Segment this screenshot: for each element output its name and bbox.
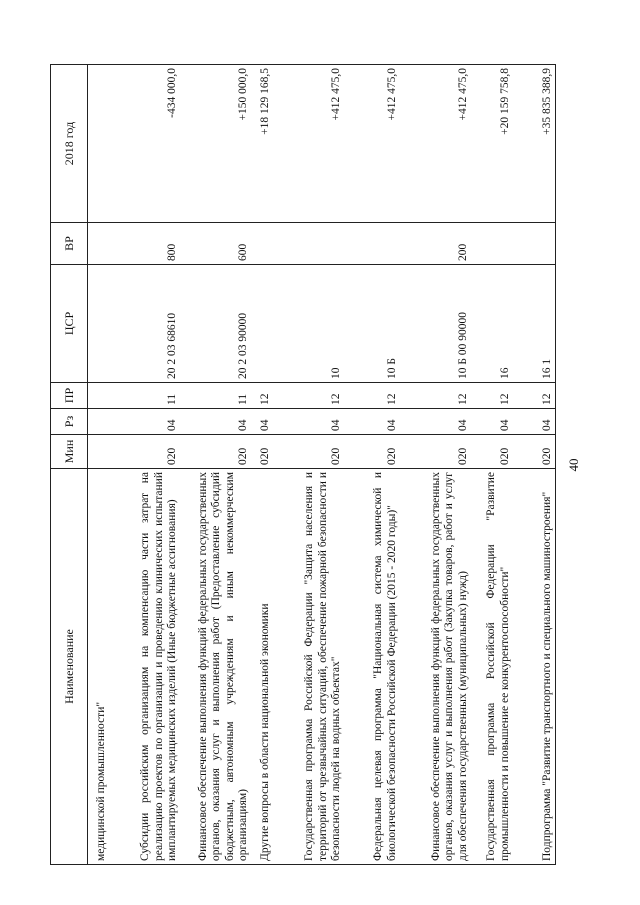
table-row	[274, 65, 345, 865]
table-row	[88, 65, 110, 865]
row-vr	[88, 223, 110, 265]
row-amount: +18 129 168,5	[252, 65, 274, 223]
row-csr: 16 1	[513, 265, 555, 383]
row-pr: 12	[400, 383, 471, 409]
row-amount	[88, 65, 110, 223]
row-min: 020	[513, 435, 555, 469]
row-csr: 10	[274, 265, 345, 383]
row-name: Субсидии российским организациям на компенсацию части затрат на реализацию проектов по организации и проведению клинических испытаний имплантируемых медицинских изделий (Иные бюджетные ассигнования)	[110, 469, 181, 865]
row-csr: 20 2 03 90000	[181, 265, 252, 383]
row-vr: 800	[110, 223, 181, 265]
row-name: Федеральная целевая программа "Национальная система химической и биологической безопасности Российской Федерации (2015 - 2020 годы)"	[345, 469, 400, 865]
row-rz: 04	[513, 409, 555, 435]
row-vr	[252, 223, 274, 265]
row-min: 020	[252, 435, 274, 469]
row-pr: 12	[345, 383, 400, 409]
row-amount: +412 475,0	[345, 65, 400, 223]
row-name: Финансовое обеспечение выполнения функций федеральных государственных органов, оказания услуг и выполнения работ (Предоставление субсидий бюджетным, автономным учреждениям и иным некоммерческим организациям)	[181, 469, 252, 865]
row-csr: 10 Б 00 90000	[400, 265, 471, 383]
row-rz: 04	[274, 409, 345, 435]
row-pr: 12	[274, 383, 345, 409]
row-pr: 11	[181, 383, 252, 409]
row-rz: 04	[252, 409, 274, 435]
table-row	[471, 65, 513, 865]
row-pr: 12	[513, 383, 555, 409]
row-vr: 600	[181, 223, 252, 265]
row-csr: 20 2 03 68610	[110, 265, 181, 383]
row-vr: 200	[400, 223, 471, 265]
row-min: 020	[471, 435, 513, 469]
row-amount: -434 000,0	[110, 65, 181, 223]
row-pr: 11	[110, 383, 181, 409]
row-name: Финансовое обеспечение выполнения функций федеральных государственных органов, оказания услуг и выполнения работ (Закупка товаров, работ и услуг для обеспечения государственных (муниципальных) нужд)	[400, 469, 471, 865]
table-header-row	[51, 65, 88, 865]
row-amount: +150 000,0	[181, 65, 252, 223]
row-min	[88, 435, 110, 469]
row-min: 020	[181, 435, 252, 469]
row-rz: 04	[110, 409, 181, 435]
row-min: 020	[400, 435, 471, 469]
table-row	[252, 65, 274, 865]
row-amount: +20 159 758,8	[471, 65, 513, 223]
row-min: 020	[345, 435, 400, 469]
header-pr: ПР	[51, 383, 88, 409]
table-row	[110, 65, 181, 865]
row-vr	[274, 223, 345, 265]
page-number: 40	[566, 458, 581, 472]
row-name: Государственная программа Российской Федерации "Защита населения и территорий от чрезвычайных ситуаций, обеспечение пожарной безопасности и безопасности людей на водных объектах"	[274, 469, 345, 865]
table-row	[345, 65, 400, 865]
header-csr: ЦСР	[51, 265, 88, 383]
row-amount: +412 475,0	[400, 65, 471, 223]
row-amount: +412 475,0	[274, 65, 345, 223]
header-rz: Рз	[51, 409, 88, 435]
row-amount: +35 835 388,9	[513, 65, 555, 223]
row-rz: 04	[471, 409, 513, 435]
rotated-page	[50, 65, 610, 865]
row-vr	[471, 223, 513, 265]
row-pr	[88, 383, 110, 409]
table-row	[513, 65, 555, 865]
header-vr: ВР	[51, 223, 88, 265]
row-rz	[88, 409, 110, 435]
row-csr	[252, 265, 274, 383]
table-row	[181, 65, 252, 865]
row-csr	[88, 265, 110, 383]
row-rz: 04	[400, 409, 471, 435]
row-min: 020	[274, 435, 345, 469]
table-row	[400, 65, 471, 865]
row-csr: 16	[471, 265, 513, 383]
header-year: 2018 год	[51, 65, 88, 223]
row-name: медицинской промышленности"	[88, 469, 110, 865]
row-name: Государственная программа Российской Федерации "Развитие промышленности и повышение ее конкурентоспособности"	[471, 469, 513, 865]
row-vr	[513, 223, 555, 265]
budget-table	[50, 64, 556, 865]
row-csr: 10 Б	[345, 265, 400, 383]
row-rz: 04	[345, 409, 400, 435]
row-pr: 12	[252, 383, 274, 409]
header-name: Наименование	[51, 469, 88, 865]
header-min: Мин	[51, 435, 88, 469]
row-pr: 12	[471, 383, 513, 409]
row-name: Другие вопросы в области национальной экономики	[252, 469, 274, 865]
row-vr	[345, 223, 400, 265]
row-name: Подпрограмма "Развитие транспортного и специального машиностроения"	[513, 469, 555, 865]
row-rz: 04	[181, 409, 252, 435]
row-min: 020	[110, 435, 181, 469]
